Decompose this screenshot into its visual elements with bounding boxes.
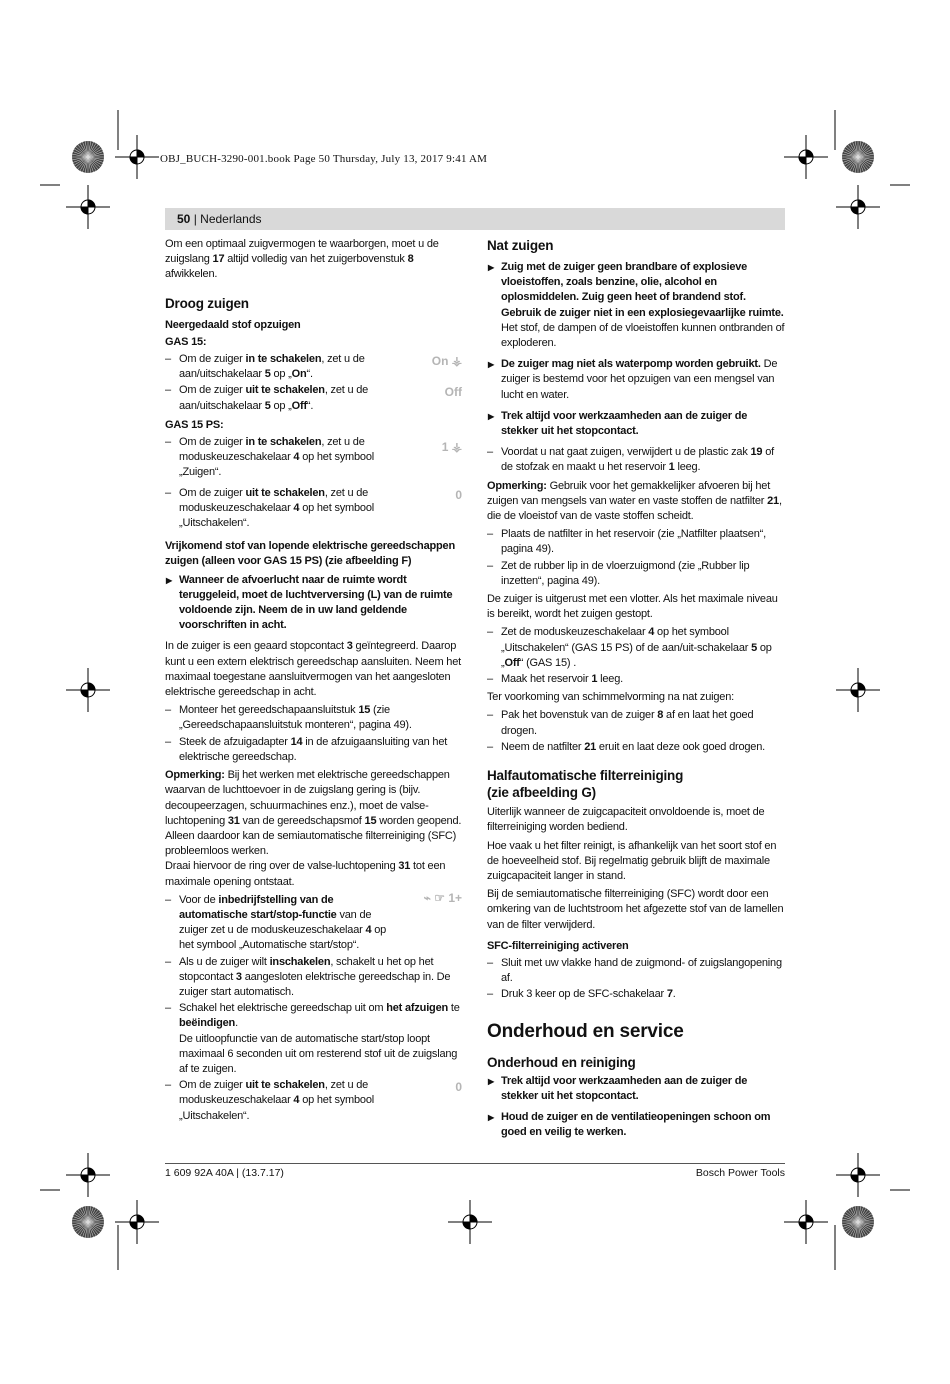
gas15ps-off-item: – Om de zuiger uit te schakelen, zet u de moduskeuzeschakelaar 4 op het symbool „Uitschakelen“. 0 xyxy=(165,486,462,532)
halfautomatisch-heading: Halfautomatische filterreiniging (zie afbeelding G) xyxy=(487,768,684,801)
crosshair-mark xyxy=(784,135,828,179)
header-separator: | xyxy=(190,212,201,226)
steek-item: – Steek de afzuigadapter 14 in de afzuigaansluiting van het elektrische gereedschap. xyxy=(165,735,462,765)
sfc-heading: SFC-filterreiniging activeren xyxy=(487,939,629,952)
right-column xyxy=(487,237,785,1147)
vlotter-paragraph: De zuiger is uitgerust met een vlotter. Als het maximale niveau is bereikt, wordt het zuigen gestopt. xyxy=(487,593,778,621)
neergedaald-heading: Neergedaald stof opzuigen xyxy=(165,318,301,331)
crosshair-mark xyxy=(448,1200,492,1244)
gas15-off-item: – Om de zuiger uit te schakelen, zet u de aan/uitschakelaar 5 op „Off“. Off xyxy=(165,383,462,413)
bijde-paragraph: Bij de semiautomatische filterreiniging (SFC) wordt door een omkering van de luchtstroom het afgezette stof van de lamellen van de filter verwijderd. xyxy=(487,888,784,931)
crosshair-mark xyxy=(66,1153,110,1197)
droog-zuigen-heading: Droog zuigen xyxy=(165,295,249,311)
gas15-on-item: – Om de zuiger in te schakelen, zet u de aan/uitschakelaar 5 op „On“. On ⚶ xyxy=(165,352,462,382)
footer-brand: Bosch Power Tools xyxy=(695,1167,785,1179)
zet-mode-item: – Zet de moduskeuzeschakelaar 4 op het symbool „Uitschakelen“ (GAS 15 PS) of de aan/uit-schakelaar 5 op „Off“ (GAS 15) . xyxy=(487,625,785,671)
nat-warning-2: ▶ De zuiger mag niet als waterpomp worden gebruikt. De zuiger is bestemd voor het opzuigen van een mengsel van lucht en water. xyxy=(487,357,785,403)
hoevaak-paragraph: Hoe vaak u het filter reinigt, is afhankelijk van het soort stof en de hoeveelheid stof. Bij regelmatig gebruik blijft de maximale zuigcapaciteit langer in stand. xyxy=(487,839,777,882)
left-opmerking-paragraph: Opmerking: Bij het werken met elektrische gereedschappen waarvan de luchttoevoer in de zuigslang gering is (bijv. decoupeerzagen, schuurmachines enz.), moet de valse-luchtopening 31 van de gereedschapsmof 15 worden geopend. Alleen daardoor kan de semiautomatische filterreiniging (SFC) probleemloos werken. xyxy=(165,769,462,858)
nat-warning-3: ▶ Trek altijd voor werkzaamheden aan de zuiger de stekker uit het stopcontact. xyxy=(487,409,785,439)
uiterlijk-paragraph: Uiterlijk wanneer de zuigcapaciteit onvoldoende is, moet de filterreiniging worden bediend. xyxy=(487,806,765,834)
gas15ps-on-item: – Om de zuiger in te schakelen, zet u de moduskeuzeschakelaar 4 op het symbool „Zuigen“. 1 ⚶ xyxy=(165,435,462,481)
gas15-heading: GAS 15: xyxy=(165,335,207,348)
druk-item: – Druk 3 keer op de SFC-schakelaar 7. xyxy=(487,987,785,1002)
crosshair-mark xyxy=(115,1200,159,1244)
draai-paragraph: Draai hiervoor de ring over de valse-luchtopening 31 tot een maximale opening ontstaat. xyxy=(165,860,446,888)
page-header-bar xyxy=(165,208,785,230)
crosshair-mark xyxy=(115,135,159,179)
gas15ps-heading: GAS 15 PS: xyxy=(165,418,224,431)
color-target-mark xyxy=(842,1206,874,1238)
crosshair-mark xyxy=(836,185,880,229)
nat-warning-1: ▶ Zuig met de zuiger geen brandbare of explosieve vloeistoffen, zoals benzine, olie, alcohol en oplosmiddelen. Zuig geen heet of brandend stof. Gebruik de zuiger niet in een explosiegevaarlijke ruimte. Het stof, de dampen of de vloeistoffen kunnen ontbranden of exploderen. xyxy=(487,260,785,351)
intro-paragraph: Om een optimaal zuigvermogen te waarborgen, moet u de zuigslang 17 altijd volledig van het zuigerbovenstuk 8 afwikkelen. xyxy=(165,238,439,281)
ter-paragraph: Ter voorkoming van schimmelvorming na nat zuigen: xyxy=(487,691,734,704)
book-header: OBJ_BUCH-3290-001.book Page 50 Thursday, July 13, 2017 9:41 AM xyxy=(160,153,488,165)
pak-item: – Pak het bovenstuk van de zuiger 8 af en laat het goed drogen. xyxy=(487,708,785,738)
page-header xyxy=(177,212,262,226)
uitschakelen-item: – Om de zuiger uit te schakelen, zet u de moduskeuzeschakelaar 4 op het symbool „Uitschakelen“. 0 xyxy=(165,1078,462,1124)
left-column xyxy=(165,237,462,1125)
nat-zuigen-heading: Nat zuigen xyxy=(487,238,554,253)
uit-symbol-icon: 0 xyxy=(455,487,462,502)
voordat-item: – Voordat u nat gaat zuigen, verwijdert u de plastic zak 19 of de stofzak en maakt u het reservoir 1 leeg. xyxy=(487,445,785,475)
stopcontact-paragraph: In de zuiger is een geaard stopcontact 3 geïntegreerd. Daarop kunt u een extern elektrisch gereedschap aansluiten. Neem het maximaal toegestane aansluitvermogen van het aangesloten elektrische gereedschap in acht. xyxy=(165,640,461,699)
maak-item: – Maak het reservoir 1 leeg. xyxy=(487,672,785,687)
monteer-item: – Monteer het gereedschapaansluitstuk 15 (zie „Gereedschapaansluitstuk monteren“, pagina 49). xyxy=(165,703,462,733)
neem-item: – Neem de natfilter 21 eruit en laat deze ook goed drogen. xyxy=(487,740,785,755)
als-item: – Als u de zuiger wilt inschakelen, schakelt u het op het stopcontact 3 aangesloten elektrische gereedschap in. De zuiger start automatisch. xyxy=(165,955,462,1001)
uit-symbol-icon-2: 0 xyxy=(455,1080,462,1095)
zuigen-symbol-icon: 1 ⚶ xyxy=(441,440,462,455)
rubber-item: – Zet de rubber lip in de vloerzuigmond (zie „Rubber lip inzetten“, pagina 49). xyxy=(487,559,785,589)
vrijkomend-warning: ▶ Wanneer de afvoerlucht naar de ruimte wordt teruggeleid, moet de luchtverversing (L) van de ruimte voldoende zijn. Neem de in uw land geldende voorschriften in acht. xyxy=(165,573,462,634)
color-target-mark xyxy=(842,141,874,173)
page-number: 50 xyxy=(177,212,191,226)
on-symbol-icon: On ⚶ xyxy=(431,354,462,369)
color-target-mark xyxy=(72,141,104,173)
crosshair-mark xyxy=(836,1153,880,1197)
onderhoud-reiniging-heading: Onderhoud en reiniging xyxy=(487,1054,636,1070)
sluit-item: – Sluit met uw vlakke hand de zuigmond- of zuigslangopening af. xyxy=(487,956,785,986)
off-symbol-icon: Off xyxy=(444,385,462,400)
schakel-extra: De uitloopfunctie van de automatische start/stop loopt maximaal 6 seconden uit om resterend stof uit de zuigslang af te zuigen. xyxy=(179,1032,458,1075)
color-target-mark xyxy=(72,1206,104,1238)
footer-doc-number: 1 609 92A 40A | (13.7.17) xyxy=(165,1167,284,1179)
crosshair-mark xyxy=(66,185,110,229)
auto-start-symbol-icon: ⌁ ☞ 1+ xyxy=(423,890,462,905)
header-language: Nederlands xyxy=(200,212,262,226)
schakel-item: – Schakel het elektrische gereedschap uit om het afzuigen te beëindigen. De uitloopfunctie van de automatische start/stop loopt maximaal 6 seconden uit om resterend stof uit de zuigslang af te zuigen. xyxy=(165,1001,462,1077)
onderhoud-warning-2: ▶ Houd de zuiger en de ventilatieopeningen schoon om goed en veilig te werken. xyxy=(487,1110,785,1140)
onderhoud-service-heading: Onderhoud en service xyxy=(487,1020,684,1042)
onderhoud-warning-1: ▶ Trek altijd voor werkzaamheden aan de zuiger de stekker uit het stopcontact. xyxy=(487,1074,785,1104)
plaats-item: – Plaats de natfilter in het reservoir (zie „Natfilter plaatsen“, pagina 49). xyxy=(487,527,785,557)
crosshair-mark xyxy=(836,668,880,712)
footer-rule xyxy=(165,1163,785,1164)
crosshair-mark xyxy=(66,668,110,712)
crosshair-mark xyxy=(784,1200,828,1244)
voor-item: – Voor de inbedrijfstelling van de automatische start/stop-functie van de zuiger zet u de moduskeuzeschakelaar 4 op het symbool „Automatische start/stop“. ⌁ ☞ 1+ xyxy=(165,893,462,954)
vrijkomend-heading: Vrijkomend stof van lopende elektrische gereedschappen zuigen (alleen voor GAS 15 PS) (zie afbeelding F) xyxy=(165,540,455,568)
right-opmerking-paragraph: Opmerking: Gebruik voor het gemakkelijker afvoeren bij het zuigen van mengsels van water en vaste stoffen de natfilter 21, die de vloeistof van de vaste stoffen scheidt. xyxy=(487,479,782,523)
